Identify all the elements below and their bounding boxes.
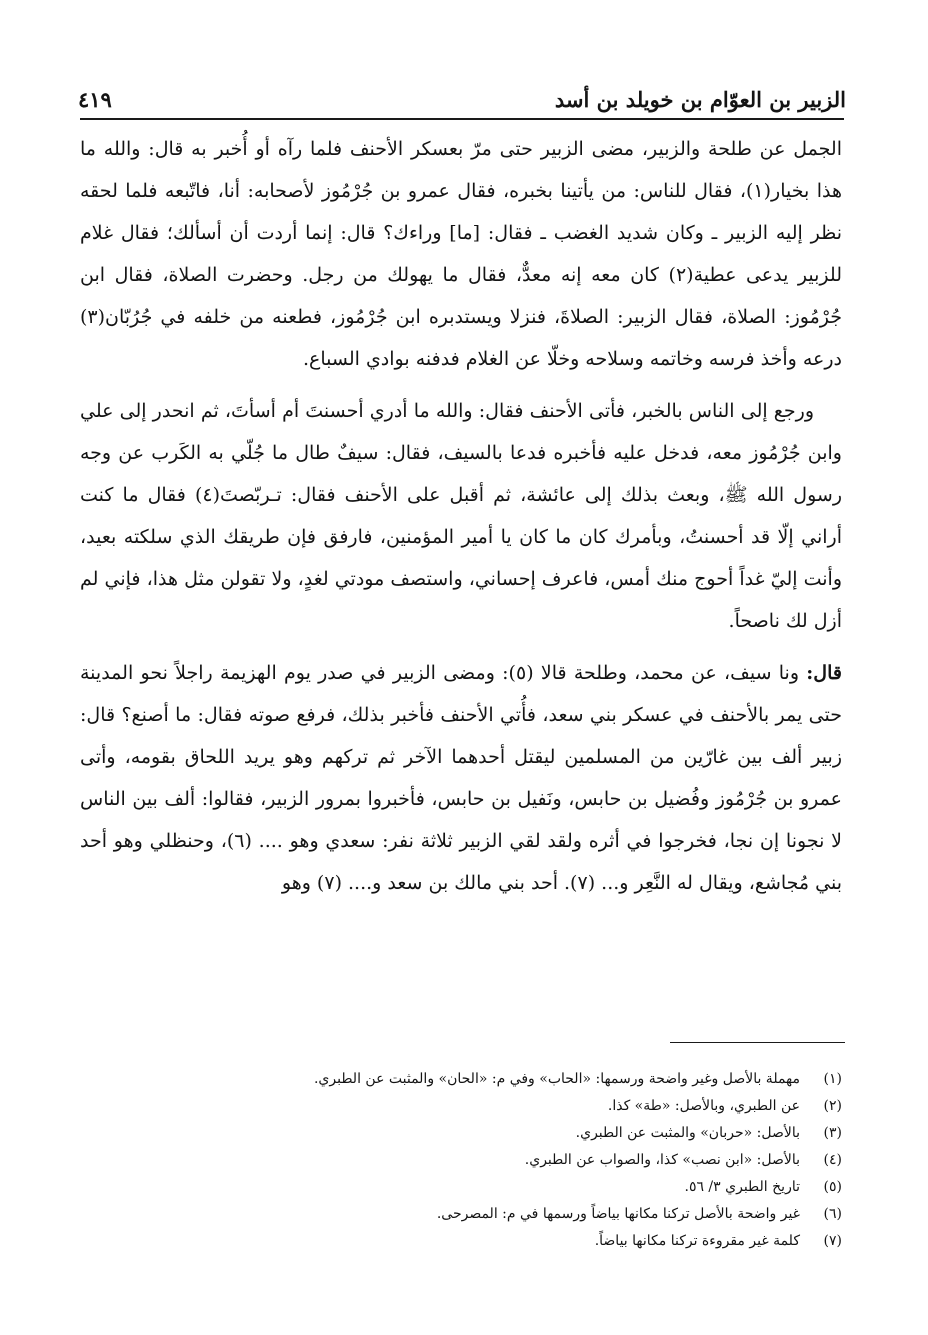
paragraph-1: [80, 128, 842, 380]
footnote-text: مهملة بالأصل وغير واضحة ورسمها: «الحاب» وفي م: «الحان» والمثبت عن الطبري.: [313, 1071, 800, 1087]
footnote-text: عن الطبري، وبالأصل: «طة» كذا.: [607, 1098, 800, 1114]
page-number: ٤١٩: [78, 87, 112, 112]
footnote-3: [80, 1120, 842, 1147]
footnote-separator: [670, 1042, 845, 1043]
footnote-number: (٥): [823, 1179, 842, 1195]
footnote-5: [80, 1174, 842, 1201]
paragraph-2: [80, 390, 842, 642]
footnote-2: [80, 1093, 842, 1120]
page-header: [78, 72, 846, 112]
footnote-6: [80, 1201, 842, 1228]
paragraph-2-text: ورجع إلى الناس بالخبر، فأتى الأحنف فقال: والله ما أدري أحسنتَ أم أسأتَ، ثم انحدر إلى علي وابن جُرْمُوز معه، فدخل عليه فأخبره فدعا بالسيف، فقال: سيفٌ طال ما جُلّي به الكَرب عن وجه رسول الله ﷺ، وبعث بذلك إلى عائشة، ثم أقبل على الأحنف فقال: تـربّصتَ(٤) فقال ما كنت أراني إلّا قد أحسنتُ، وبأمرك كان ما كان يا أمير المؤمنين، فارفق فإن طريقك الذي سلكته بعيد، وأنت إليّ غداً أحوج منك أمس، فاعرف إحساني، واستصف مودتي لغدٍ، ولا تقولن مثل هذا، فإني لم أزل لك ناصحاً.: [80, 400, 842, 632]
footnote-1: [80, 1066, 842, 1093]
footnote-text: بالأصل: «ابن نصب» كذا، والصواب عن الطبري.: [524, 1152, 800, 1168]
footnote-number: (٧): [823, 1233, 842, 1249]
main-text: [80, 128, 842, 904]
footnote-text: كلمة غير مقروءة تركنا مكانها بياضاً.: [594, 1233, 800, 1249]
paragraph-1-text: الجمل عن طلحة والزبير، مضى الزبير حتى مرّ بعسكر الأحنف فلما رآه أو أُخبر به قال: والله ما هذا بخيار(١)، فقال للناس: من يأتينا بخبره، فقال عمرو بن جُرْمُوز لأصحابه: أنا، فاتّبعه فلما لحقه نظر إليه الزبير ـ وكان شديد الغضب ـ فقال: [ما] وراءك؟ قال: إنما أردت أن أسألك؛ فقال غلام للزبير يدعى عطية(٢) كان معه إنه معدٌّ، فقال ما يهولك من رجل. وحضرت الصلاة، فقال ابن جُرْمُوز: الصلاة، فقال الزبير: الصلاةَ، فنزلا ويستدبره ابن جُرْمُوز، فطعنه من خلفه في جُرُبّان(٣) درعه وأخذ فرسه وخاتمه وسلاحه وخلّا عن الغلام فدفنه بوادي السباع.: [80, 138, 842, 370]
header-rule: [80, 118, 844, 120]
running-title: الزبير بن العوّام بن خويلد بن أسد: [554, 87, 846, 112]
footnote-text: غير واضحة بالأصل تركنا مكانها بياضاً ورسمها في م: المصرحى.: [436, 1206, 800, 1222]
footnote-number: (١): [823, 1071, 842, 1087]
footnote-number: (٢): [823, 1098, 842, 1114]
footnote-number: (٤): [823, 1152, 842, 1168]
footnotes: [80, 1066, 842, 1255]
paragraph-3-lead-word: قال:: [806, 662, 842, 684]
footnote-text: بالأصل: «حربان» والمثبت عن الطبري.: [575, 1125, 800, 1141]
footnote-number: (٦): [823, 1206, 842, 1222]
paragraph-3-text: ونا سيف، عن محمد، وطلحة قالا (٥): ومضى الزبير في صدر يوم الهزيمة راجلاً نحو المدينة حتى يمر بالأحنف في عسكر بني سعد، فأُتي الأحنف فأخبر بذلك، فرفع صوته فقال: ما أصنع؟ قال: زبير ألف بين غارّين من المسلمين ليقتل أحدهما الآخر ثم تركهم وهو يريد اللحاق بقومه، وأتى عمرو بن جُرْمُوز وفُضيل بن حابس، ونَفيل بن حابس، فأخبروا بمرور الزبير، فقالوا: ألف بين الناس لا نجونا إن نجا، فخرجوا في أثره ولقد لقي الزبير ثلاثة نفر: سعدي وهو .... (٦)، وحنظلي وهو أحد بني مُجاشع، ويقال له النَّعِر و... (٧). أحد بني مالك بن سعد و.... (٧) وهو: [80, 662, 842, 894]
footnote-number: (٣): [823, 1125, 842, 1141]
paragraph-3: [80, 652, 842, 904]
footnote-7: [80, 1228, 842, 1255]
footnote-4: [80, 1147, 842, 1174]
footnote-text: تاريخ الطبري ٣/ ٥٦.: [684, 1179, 800, 1195]
